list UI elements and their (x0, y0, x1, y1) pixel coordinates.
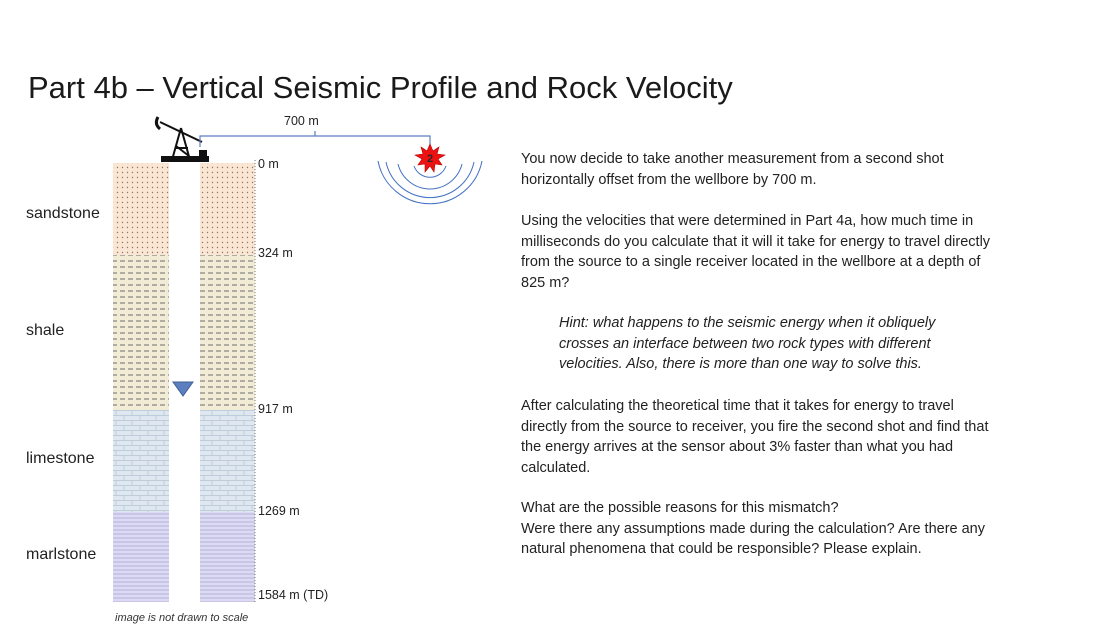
paragraph-2-text: Using the velocities that were determined in Part 4a, how much time in milliseconds do you calculate that it will it take for energy to travel directly from the source to a single receiver located in the wellbore at a depth of 825 m? (521, 213, 991, 291)
paragraph-4-question: What are the possible reasons for this mismatch? (521, 500, 839, 516)
paragraph-3 (521, 396, 991, 478)
paragraph-4-details: Were there any assumptions made during the calculation? Are there any natural phenomena that could be responsible? Please explain. (521, 520, 985, 557)
depth-label-top: 0 m (258, 157, 279, 171)
offset-cable (200, 136, 430, 147)
hint-text: Hint: what happens to the seismic energy when it obliquely crosses an interface between two rock types with different velocities. Also, there is more than one way to solve this. (559, 315, 936, 372)
paragraph-1 (521, 149, 991, 190)
paragraph-1-text: You now decide to take another measurement from a second shot horizontally offset from the wellbore by 700 m. (521, 151, 944, 188)
scale-note: image is not drawn to scale (115, 612, 249, 624)
depth-label-marlstone-top: 1269 m (258, 504, 300, 518)
paragraph-2 (521, 211, 991, 293)
depth-label-shale-top: 324 m (258, 246, 293, 260)
page-title: Part 4b – Vertical Seismic Profile and Rock Velocity (28, 70, 733, 105)
layer-label-sandstone: sandstone (26, 205, 100, 222)
depth-label-limestone-top: 917 m (258, 402, 293, 416)
paragraph-4 (521, 498, 991, 560)
layer-label-marlstone: marlstone (26, 546, 97, 563)
depth-label-td: 1584 m (TD) (258, 588, 329, 602)
paragraph-3-text: After calculating the theoretical time that it takes for energy to travel directly from the source to receiver, you fire the second shot and find that the energy arrives at the sensor about 3% faster than what you had calculated. (521, 398, 989, 476)
layer-label-limestone: limestone (26, 450, 95, 467)
shot-number: 2 (426, 153, 434, 165)
layer-label-shale: shale (26, 322, 65, 339)
seismic-waves-icon (378, 161, 482, 204)
offset-label: 700 m (284, 114, 319, 128)
